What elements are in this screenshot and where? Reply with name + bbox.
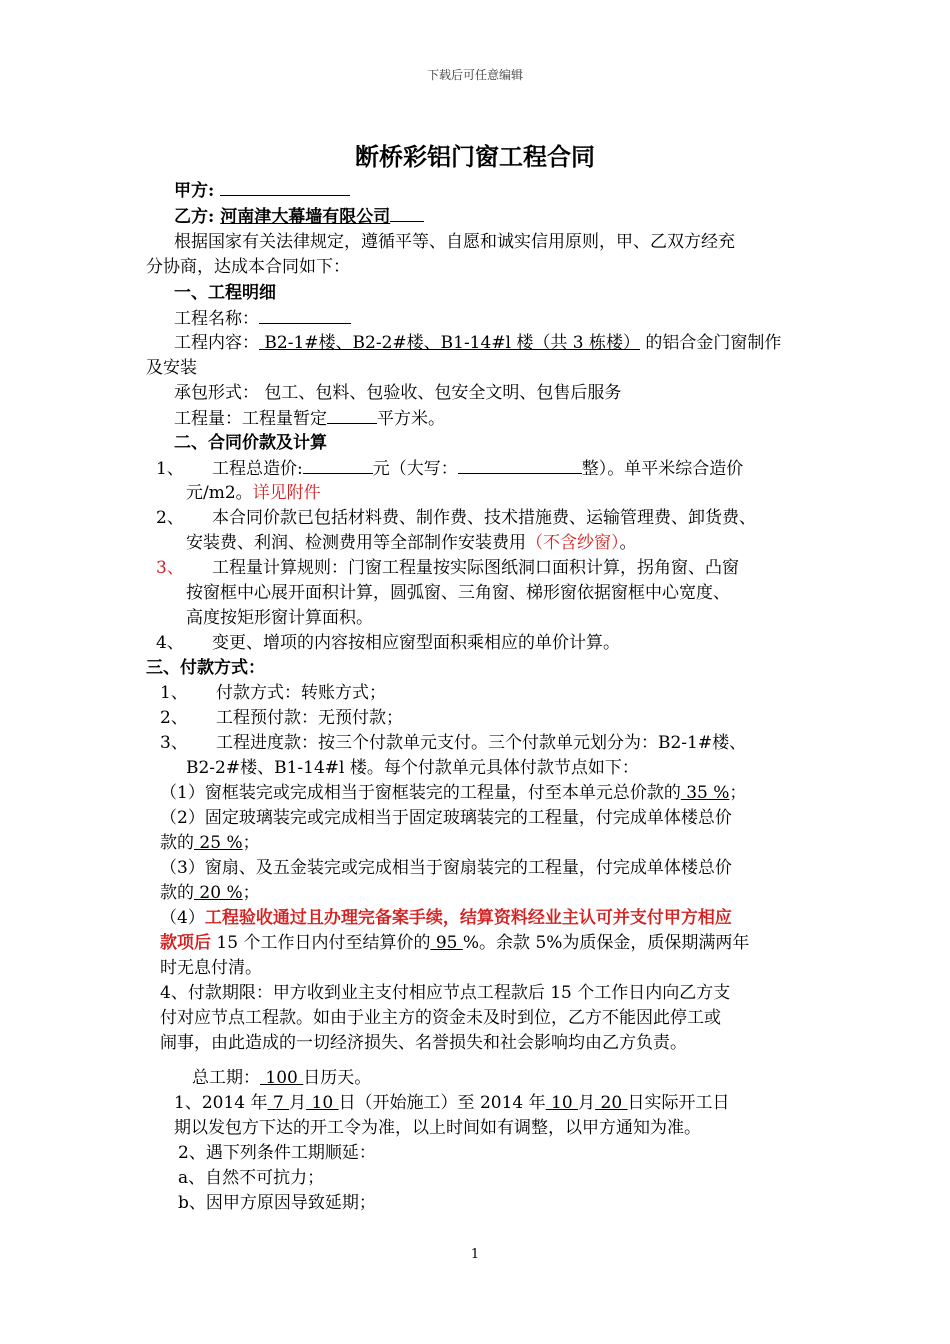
schedule-item-b: b、因甲方原因导致延期； [178,1193,376,1213]
party-a-label: 甲方: [174,181,215,201]
price-item-3: 3、 工程量计算规则：门窗工程量按实际图纸洞口面积计算，拐角窗、凸窗 [156,558,739,578]
project-content-cont: 及安装 [146,358,197,378]
intro-line-1: 根据国家有关法律规定，遵循平等、自愿和诚实信用原则，甲、乙双方经充 [174,232,735,252]
price-item-4: 4、 变更、增项的内容按相应窗型面积乘相应的单价计算。 [156,633,620,653]
payment-node-4-cont-2: 时无息付清。 [160,958,262,978]
price-item-2: 2、 本合同价款已包括材料费、制作费、技术措施费、运输管理费、卸货费、 [156,508,756,528]
section-3-title: 三、付款方式： [146,658,265,678]
see-attachment-note: 详见附件 [252,483,321,503]
price-item-1: 1、 工程总造价: 元（大写： 整）。单平米综合造价 [156,456,743,482]
price-item-3-cont-1: 按窗框中心展开面积计算，圆弧窗、三角窗、梯形窗依据窗框中心宽度、 [186,583,730,603]
payment-node-4: （4）工程验收通过且办理完备案手续，结算资料经业主认可并支付甲方相应 [160,908,732,928]
payment-item-3-cont: B2-2#楼、B1-14#l 楼。每个付款单元具体付款节点如下： [186,758,639,778]
schedule-line-1-cont: 期以发包方下达的开工令为准，以上时间如有调整，以甲方通知为准。 [174,1118,701,1138]
payment-term-line-2: 付对应节点工程款。如由于业主方的资金未及时到位，乙方不能因此停工或 [160,1008,721,1028]
party-b-name: 河南津大幕墙有限公司 [220,207,391,227]
party-b-label: 乙方: [174,207,215,227]
schedule-line-1: 1、2014 年 7 月 10 日（开始施工）至 2014 年 10 月 20 日实际开工日 [174,1093,730,1113]
payment-node-1: （1）窗框装完或完成相当于窗框装完的工程量，付至本单元总价款的 35 %； [160,783,747,803]
payment-term-line-3: 闹事，由此造成的一切经济损失、名誉损失和社会影响均由乙方负责。 [160,1033,687,1053]
price-item-1-cont: 元/m2。详见附件 [186,483,321,503]
project-buildings: B2-1#楼、B2-2#楼、B1-14#l 楼（共 3 栋楼） [259,333,641,353]
duration-days: 100 [260,1068,304,1088]
payment-term-line-1: 4、付款期限：甲方收到业主支付相应节点工程款后 15 个工作日内向乙方支 [160,983,731,1003]
price-item-2-cont: 安装费、利润、检测费用等全部制作安装费用（不含纱窗）。 [186,533,637,553]
acceptance-condition: 工程验收通过且办理完备案手续，结算资料经业主认可并支付甲方相应 [204,908,732,928]
page-header: 下载后可任意编辑 [426,68,523,82]
project-content-line: 工程内容： B2-1#楼、B2-2#楼、B1-14#l 楼（共 3 栋楼） 的铝合金门窗制作 [174,333,782,353]
payment-item-1: 1、 付款方式：转账方式； [160,683,386,703]
contract-form-line: 承包形式： 包工、包料、包验收、包安全文明、包售后服务 [174,383,622,403]
schedule-item-a: a、自然不可抗力； [178,1168,325,1188]
section-2-title: 二、合同价款及计算 [174,433,327,453]
no-screen-note: （不含纱窗） [526,533,620,553]
page-number: 1 [470,1247,480,1262]
project-name-line: 工程名称： [174,306,351,332]
section-1-title: 一、工程明细 [174,283,276,303]
duration-line: 总工期： 100 日历天。 [192,1068,372,1088]
party-a-line [174,178,350,204]
price-item-3-cont-2: 高度按矩形窗计算面积。 [186,608,373,628]
payment-item-3: 3、 工程进度款：按三个付款单元支付。三个付款单元划分为：B2-1#楼、 [160,733,747,753]
quantity-line: 工程量：工程量暂定 平方米。 [174,406,445,432]
party-a-blank [220,178,350,196]
payment-node-3-cont: 款的 20 %； [160,883,260,903]
party-b-line [174,204,424,230]
payment-node-2: （2）固定玻璃装完或完成相当于固定玻璃装完的工程量，付完成单体楼总价 [160,808,732,828]
intro-line-2: 分协商，达成本合同如下： [146,257,350,277]
payment-item-2: 2、 工程预付款：无预付款； [160,708,403,728]
payment-node-2-cont: 款的 25 %； [160,833,260,853]
payment-node-3: （3）窗扇、及五金装完或完成相当于窗扇装完的工程量，付完成单体楼总价 [160,858,732,878]
project-name-blank [259,306,351,324]
payment-node-4-cont: 款项后 15 个工作日内付至结算价的 95 %。余款 5%为质保金，质保期满两年 [160,933,750,953]
document-title: 断桥彩铝门窗工程合同 [355,142,595,171]
schedule-line-2: 2、遇下列条件工期顺延： [178,1143,376,1163]
quantity-blank [327,406,377,424]
